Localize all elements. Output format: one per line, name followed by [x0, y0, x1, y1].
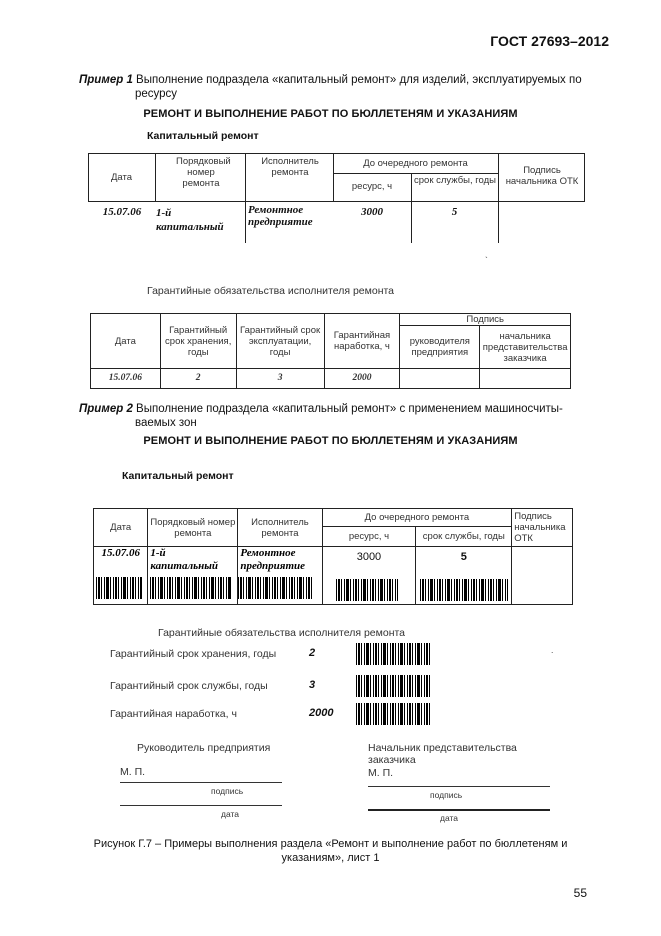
row-exec — [248, 204, 313, 228]
example2-subtitle: Капитальный ремонт — [122, 470, 234, 482]
t2-row-sign-cell — [512, 547, 573, 605]
example2-text-line2: ваемых зон — [135, 417, 197, 429]
barcode-date — [96, 577, 142, 599]
barcode-life — [420, 579, 508, 601]
sig-right-title-line1: Начальник представительства — [368, 742, 517, 754]
wt-col-chief: начальника представительства заказчика — [480, 326, 571, 369]
row-date: 15.07.06 — [102, 206, 142, 218]
example2-label: Пример 2 — [79, 403, 133, 415]
barcode-service — [356, 675, 431, 697]
wt-row-date: 15.07.06 — [91, 369, 161, 389]
col-exec: Исполнитель ремонта — [261, 156, 319, 178]
example2-intro — [79, 402, 619, 416]
t2-row-exec-line2: предприятие — [240, 560, 306, 572]
t2-row-seq-line2: капитальный — [150, 560, 218, 572]
t2-col-sign: Подпись начальника ОТК — [512, 509, 573, 547]
t2-row-exec-line1: Ремонтное — [240, 547, 296, 559]
sig-left-date-line — [120, 805, 282, 806]
example1-text-line1: Выполнение подраздела «капитальный ремонт» для изделий, эксплуатируемых по — [132, 74, 582, 86]
col-date: Дата — [110, 172, 133, 183]
barcode-seq — [150, 577, 232, 599]
sig-right-date-label: дата — [440, 813, 459, 823]
t2-row-date: 15.07.06 — [101, 547, 140, 559]
t2-row-resource: 3000 — [356, 551, 382, 563]
row-life: 5 — [451, 206, 458, 218]
row-seq — [156, 206, 224, 234]
stray-mark: ` — [485, 255, 488, 265]
example1-warranty-table — [90, 313, 571, 389]
col-sign: Подпись начальника ОТК — [505, 165, 579, 187]
wt-row-hours: 2000 — [324, 369, 400, 389]
row-seq-line1: 1-й — [156, 207, 172, 219]
sig-right-mp: М. П. — [368, 767, 394, 779]
example1-repair-table — [88, 153, 585, 243]
t2-col-seq: Порядковый номер ремонта — [148, 509, 238, 547]
sig-left-date-label: дата — [221, 809, 240, 819]
t2-col-next: До очередного ремонта — [322, 509, 512, 527]
sig-right-sign-label: подпись — [430, 790, 463, 800]
example1-subtitle: Капитальный ремонт — [147, 130, 259, 142]
example1-title: РЕМОНТ И ВЫПОЛНЕНИЕ РАБОТ ПО БЮЛЛЕТЕНЯМ И УКАЗАНИЯМ — [143, 108, 518, 120]
wt-col-hours: Гарантийная наработка, ч — [324, 314, 400, 369]
standard-number: ГОСТ 27693–2012 — [490, 33, 609, 49]
page-number: 55 — [573, 886, 587, 900]
col-next: До очередного ремонта — [363, 158, 468, 169]
barcode-exec — [238, 577, 314, 599]
warranty-row-service-label: Гарантийный срок службы, годы — [110, 680, 268, 692]
col-resource: ресурс, ч — [351, 181, 393, 192]
barcode-storage — [356, 643, 431, 665]
example2-warranty-title: Гарантийные обязательства исполнителя ремонта — [158, 627, 406, 639]
t2-col-date: Дата — [94, 509, 148, 547]
wt-row-storage: 2 — [160, 369, 236, 389]
wt-col-storage: Гарантийный срок хранения, годы — [160, 314, 236, 369]
t2-row-seq-line1: 1-й — [150, 547, 166, 559]
example1-text-line2: ресурсу — [135, 88, 178, 100]
wt-col-date: Дата — [91, 314, 161, 369]
warranty-row-hours-label: Гарантийная наработка, ч — [110, 708, 237, 720]
t2-col-life: срок службы, годы — [416, 527, 512, 547]
example1-warranty-title: Гарантийные обязательства исполнителя ремонта — [147, 285, 395, 297]
row-seq-line2: капитальный — [156, 221, 224, 233]
wt-row-head-sign — [400, 369, 480, 389]
warranty-row-service-value: 3 — [309, 679, 316, 691]
dot-mark: . — [551, 645, 554, 655]
row-exec-line2: предприятие — [248, 216, 313, 228]
barcode-hours — [356, 703, 431, 725]
barcode-resource — [336, 579, 398, 601]
t2-row-life: 5 — [460, 551, 467, 563]
col-life: срок службы, годы — [414, 175, 496, 186]
row-resource: 3000 — [361, 206, 383, 218]
col-seq: Порядковый номер ремонта — [176, 156, 231, 189]
wt-row-chief-sign — [480, 369, 571, 389]
wt-col-head: руководителя предприятия — [400, 326, 480, 369]
t2-col-exec: Исполнитель ремонта — [238, 509, 322, 547]
sig-right-sign-line — [368, 786, 550, 787]
wt-col-sign: Подпись — [400, 314, 571, 326]
example2-title: РЕМОНТ И ВЫПОЛНЕНИЕ РАБОТ ПО БЮЛЛЕТЕНЯМ И УКАЗАНИЯМ — [143, 435, 518, 447]
wt-row-service: 3 — [236, 369, 324, 389]
sig-left-sign-line — [120, 782, 282, 783]
example2-text-line1: Выполнение подраздела «капитальный ремонт» с применением машиносчиты- — [132, 403, 563, 415]
row-exec-line1: Ремонтное — [248, 204, 304, 216]
sig-left-title: Руководитель предприятия — [137, 742, 271, 754]
sig-right-date-line — [368, 809, 550, 811]
sig-left-sign-label: подпись — [211, 786, 244, 796]
sig-left-mp: М. П. — [120, 766, 146, 778]
figure-caption-line2: указаниям», лист 1 — [281, 852, 380, 864]
sig-right-title-line2: заказчика — [368, 754, 416, 766]
example1-label: Пример 1 — [79, 74, 133, 86]
warranty-row-storage-label: Гарантийный срок хранения, годы — [110, 648, 277, 660]
warranty-row-storage-value: 2 — [309, 647, 316, 659]
wt-col-service: Гарантийный срок эксплуатации, годы — [236, 314, 324, 369]
warranty-row-hours-value: 2000 — [309, 707, 334, 719]
t2-col-resource: ресурс, ч — [322, 527, 416, 547]
figure-caption-line1: Рисунок Г.7 – Примеры выполнения раздела «Ремонт и выполнение работ по бюллетеням и — [93, 838, 568, 850]
example1-intro — [79, 73, 619, 87]
